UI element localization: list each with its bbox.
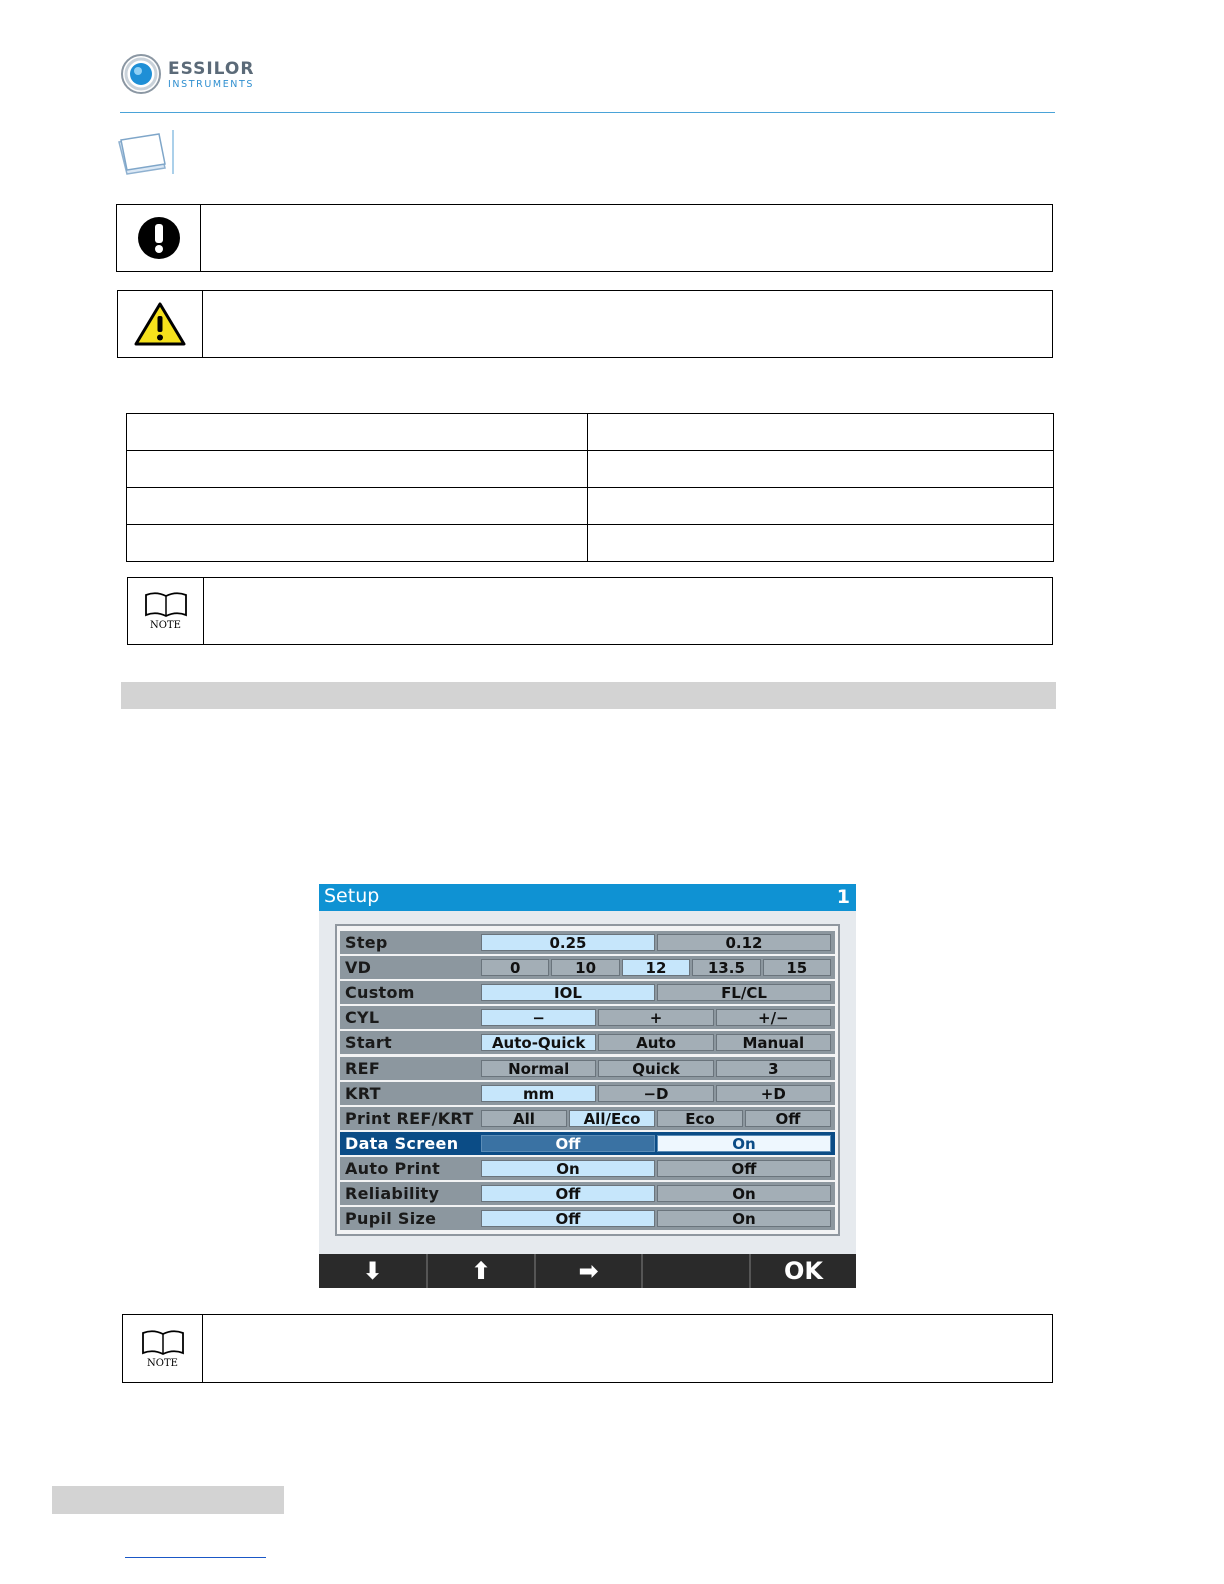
setup-row-label: Auto Print xyxy=(345,1158,441,1178)
setup-option[interactable]: FL/CL xyxy=(657,984,831,1001)
setup-row[interactable] xyxy=(340,931,835,954)
table-cell xyxy=(127,525,588,562)
setup-row-label: Start xyxy=(345,1033,393,1053)
setup-option[interactable]: Off xyxy=(745,1110,831,1127)
setup-option[interactable]: IOL xyxy=(481,984,655,1001)
setup-option[interactable]: On xyxy=(481,1160,655,1177)
table-row xyxy=(127,488,1054,525)
setup-row-label: Print REF/KRT xyxy=(345,1108,474,1128)
table-cell xyxy=(127,414,588,451)
setup-option[interactable]: Auto-Quick xyxy=(481,1034,596,1051)
setup-row[interactable] xyxy=(340,981,835,1004)
setup-row-label: KRT xyxy=(345,1083,381,1103)
setup-option[interactable]: All xyxy=(481,1110,567,1127)
header-rule xyxy=(120,112,1055,113)
setup-option[interactable]: On xyxy=(657,1135,831,1152)
open-book-note-icon xyxy=(144,591,188,619)
exclamation-circle-icon xyxy=(137,216,181,260)
setup-option[interactable]: Off xyxy=(481,1135,655,1152)
setup-row[interactable] xyxy=(340,1132,835,1155)
down-arrow-icon[interactable]: ⬇ xyxy=(319,1254,426,1288)
note-box xyxy=(127,577,1053,645)
setup-row[interactable] xyxy=(340,1182,835,1205)
setup-row[interactable] xyxy=(340,1207,835,1230)
setup-button-bar xyxy=(319,1254,856,1288)
blank-button[interactable] xyxy=(641,1254,749,1288)
setup-screen xyxy=(319,884,856,1288)
setup-row-label: REF xyxy=(345,1058,381,1078)
setup-option[interactable]: Normal xyxy=(481,1060,596,1077)
table-cell xyxy=(127,451,588,488)
setup-option[interactable]: Eco xyxy=(657,1110,743,1127)
setup-titlebar xyxy=(319,884,856,911)
setup-option[interactable]: Off xyxy=(481,1210,655,1227)
note-box xyxy=(122,1314,1053,1383)
setup-option[interactable]: + xyxy=(598,1009,713,1026)
setup-row[interactable] xyxy=(340,1057,835,1080)
setup-option[interactable]: Manual xyxy=(716,1034,831,1051)
table-cell xyxy=(588,414,1054,451)
setup-option[interactable]: 13.5 xyxy=(692,959,760,976)
setup-title: Setup xyxy=(324,885,380,907)
setup-row-label: Reliability xyxy=(345,1184,440,1203)
table-row xyxy=(127,414,1054,451)
setup-page-number: 1 xyxy=(836,886,850,908)
setup-option[interactable]: 0.25 xyxy=(481,934,655,951)
setup-option[interactable]: Off xyxy=(481,1185,655,1202)
table-cell xyxy=(588,525,1054,562)
warning-notice-box xyxy=(117,290,1053,358)
setup-row-label: Pupil Size xyxy=(345,1209,437,1229)
table-cell xyxy=(588,488,1054,525)
setup-option[interactable]: +/− xyxy=(716,1009,831,1026)
brand-name: ESSILOR xyxy=(168,59,255,79)
ok-button[interactable]: OK xyxy=(749,1254,856,1288)
setup-row[interactable] xyxy=(340,1006,835,1029)
setup-option[interactable]: 12 xyxy=(622,959,690,976)
table-cell xyxy=(588,451,1054,488)
setup-row[interactable] xyxy=(340,1157,835,1180)
setup-row-label: VD xyxy=(345,958,372,978)
setup-option[interactable]: 3 xyxy=(716,1060,831,1077)
setup-option[interactable]: On xyxy=(657,1185,831,1202)
setup-option[interactable]: 10 xyxy=(551,959,619,976)
brand-subtitle: INSTRUMENTS xyxy=(168,79,255,90)
important-notice-box xyxy=(116,204,1053,272)
setup-option[interactable]: mm xyxy=(481,1085,596,1102)
setup-row[interactable] xyxy=(340,1031,835,1054)
settings-table xyxy=(126,413,1054,562)
setup-row[interactable] xyxy=(340,1107,835,1130)
setup-option[interactable]: +D xyxy=(716,1085,831,1102)
setup-options-panel xyxy=(335,924,840,1236)
setup-option[interactable]: Auto xyxy=(598,1034,713,1051)
up-arrow-icon[interactable]: ⬆ xyxy=(426,1254,534,1288)
setup-option[interactable]: − xyxy=(481,1009,596,1026)
table-row xyxy=(127,525,1054,562)
setup-option[interactable]: 0.12 xyxy=(657,934,831,951)
table-row xyxy=(127,451,1054,488)
essilor-ring-logo-icon xyxy=(120,53,162,95)
setup-option[interactable]: All/Eco xyxy=(569,1110,655,1127)
section-heading-bar xyxy=(121,682,1056,709)
note-label: NOTE xyxy=(150,620,181,631)
setup-option[interactable]: −D xyxy=(598,1085,713,1102)
setup-row-label: Step xyxy=(345,933,388,952)
setup-option[interactable]: Quick xyxy=(598,1060,713,1077)
setup-option[interactable]: 15 xyxy=(763,959,831,976)
open-book-note-icon xyxy=(141,1329,185,1357)
setup-option[interactable]: 0 xyxy=(481,959,549,976)
setup-row-label: Custom xyxy=(345,983,415,1003)
notepad-icon xyxy=(113,128,177,180)
right-arrow-icon[interactable]: ➡ xyxy=(534,1254,641,1288)
footer-bar xyxy=(52,1486,284,1514)
footer-link-line xyxy=(125,1557,266,1558)
essilor-logo xyxy=(120,53,280,97)
setup-row[interactable] xyxy=(340,956,835,979)
setup-option[interactable]: On xyxy=(657,1210,831,1227)
setup-row-label: CYL xyxy=(345,1008,380,1028)
setup-row[interactable] xyxy=(340,1082,835,1105)
setup-row-label: Data Screen xyxy=(345,1133,459,1153)
warning-triangle-icon xyxy=(133,301,187,347)
table-cell xyxy=(127,488,588,525)
setup-option[interactable]: Off xyxy=(657,1160,831,1177)
note-label: NOTE xyxy=(147,1357,178,1369)
